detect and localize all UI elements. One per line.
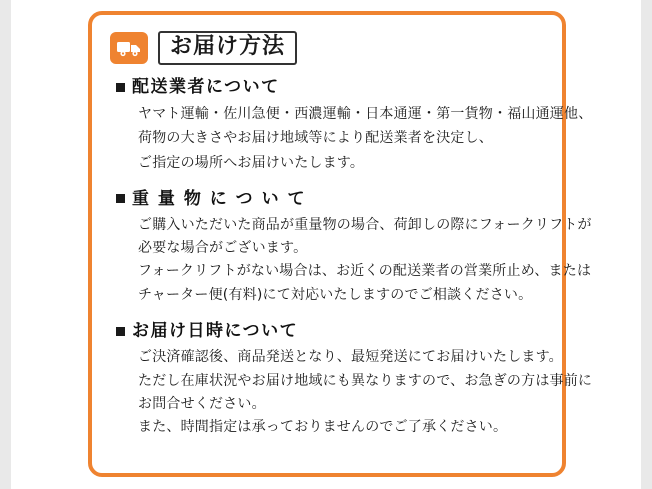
left-margin-bar — [0, 0, 11, 489]
text-line: チャーター便(有料)にて対応いたしますのでご相談ください。 — [138, 286, 533, 303]
text-line: ご購入いただいた商品が重量物の場合、荷卸しの際にフォークリフトが — [138, 217, 592, 234]
square-bullet-icon — [116, 83, 125, 92]
section-heavy-items-title: 重 量 物 に つ い て — [132, 188, 307, 209]
text-line: フォークリフトがない場合は、お近くの配送業者の営業所止め、または — [138, 263, 592, 280]
text-line: お問合せください。 — [138, 395, 266, 412]
section-carriers — [116, 77, 593, 175]
square-bullet-icon — [116, 194, 125, 203]
card-content — [116, 77, 593, 439]
section-heavy-items-body — [138, 214, 592, 307]
section-delivery-datetime-title: お届け日時について — [132, 320, 299, 341]
text-line: ご指定の場所へお届けいたします。 — [138, 154, 365, 171]
section-heavy-items-head — [116, 189, 548, 209]
right-margin-bar — [641, 0, 652, 489]
text-line: 必要な場合がございます。 — [138, 240, 308, 257]
section-carriers-body — [138, 102, 593, 174]
card-title-box — [158, 31, 297, 65]
delivery-truck-icon — [110, 32, 148, 64]
text-line: ヤマト運輸・佐川急便・西濃運輸・日本通運・第一貨物・福山通運他、 — [138, 106, 593, 123]
square-bullet-icon — [116, 327, 125, 336]
section-carriers-title: 配送業者について — [132, 77, 280, 97]
section-delivery-datetime-body — [138, 346, 593, 439]
section-delivery-datetime-head — [116, 321, 548, 341]
text-line: ただし在庫状況やお届け地域にも異なりますので、お急ぎの方は事前に — [138, 372, 593, 389]
section-heavy-items — [116, 188, 592, 307]
text-line: また、時間指定は承っておりませんのでご了承ください。 — [138, 419, 508, 436]
delivery-info-card — [88, 11, 593, 477]
page-title: お届け方法 — [170, 34, 286, 59]
section-carriers-head — [116, 77, 548, 97]
card-title-row — [110, 31, 297, 65]
text-line: ご決済確認後、商品発送となり、最短発送にてお届けいたします。 — [138, 349, 563, 366]
text-line: 荷物の大きさやお届け地域等により配送業者を決定し、 — [138, 130, 493, 147]
section-delivery-datetime — [116, 320, 593, 439]
